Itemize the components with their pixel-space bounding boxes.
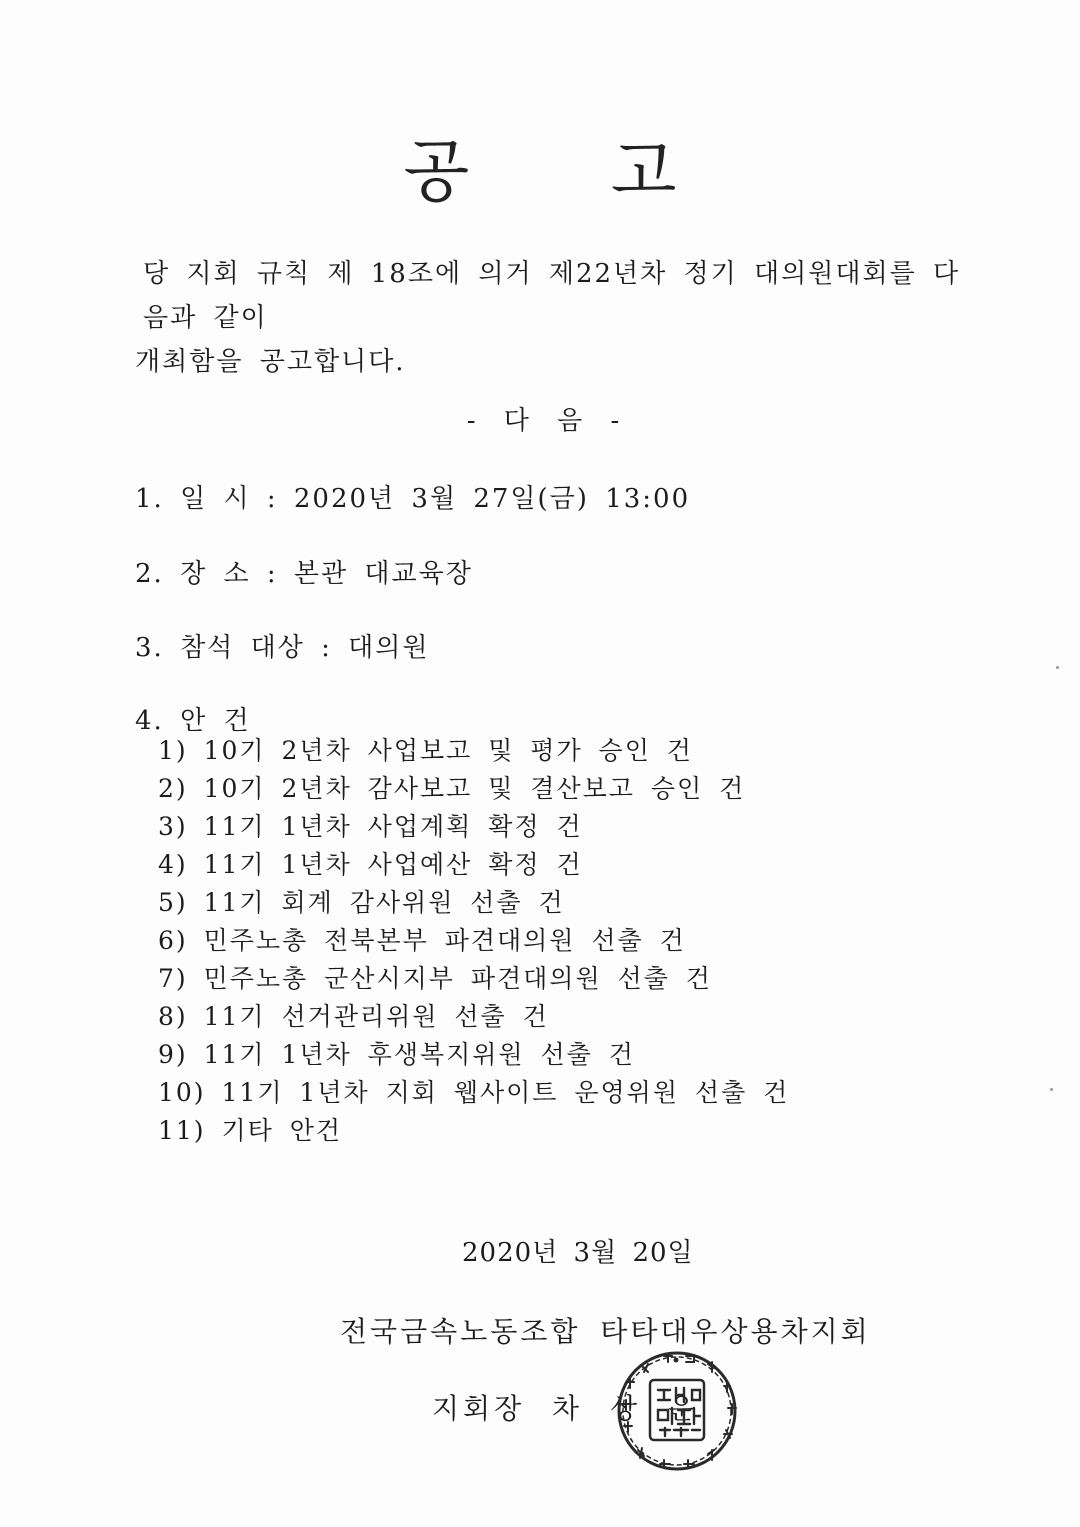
notice-intro	[135, 252, 975, 384]
agenda-item: 9) 11기 1년차 후생복지위원 선출 건	[158, 1040, 635, 1069]
agenda-item: 7) 민주노총 군산시지부 파견대의원 선출 건	[158, 964, 712, 993]
agenda-item: 6) 민주노총 전북본부 파견대의원 선출 건	[158, 926, 686, 955]
agenda-item: 5) 11기 회계 감사위원 선출 건	[158, 888, 565, 917]
item-agenda-heading: 4. 안 건	[135, 706, 251, 736]
intro-line-1: 당 지회 규칙 제 18조에 의거 제22년차 정기 대의원대회를 다음과 같이	[143, 259, 961, 333]
intro-line-2: 개최함을 공고합니다.	[135, 347, 406, 377]
notice-title: 공 고	[403, 133, 737, 212]
agenda-item: 11) 기타 안건	[158, 1116, 343, 1145]
agenda-item: 1) 10기 2년차 사업보고 및 평가 승인 건	[158, 736, 693, 765]
details-subheading: - 다 음 -	[466, 406, 630, 436]
agenda-item: 2) 10기 2년차 감사보고 및 결산보고 승인 건	[158, 774, 746, 803]
agenda-item: 3) 11기 1년차 사업계획 확정 건	[158, 812, 583, 841]
agenda-item: 4) 11기 1년차 사업예산 확정 건	[158, 850, 583, 879]
item-place: 2. 장 소 : 본관 대교육장	[135, 559, 473, 589]
organization-name: 전국금속노동조합 타타대우상용차지회	[340, 1315, 871, 1348]
scan-speck	[1050, 1088, 1053, 1091]
agenda-item: 10) 11기 1년차 지회 웹사이트 운영위원 선출 건	[158, 1078, 790, 1107]
item-datetime: 1. 일 시 : 2020년 3월 27일(금) 13:00	[135, 484, 691, 514]
official-seal-icon	[612, 1346, 742, 1476]
signer-name: 지회장 차 상 운	[432, 1392, 699, 1425]
notice-date: 2020년 3월 20일	[462, 1238, 694, 1268]
item-attendees: 3. 참석 대상 : 대의원	[135, 633, 430, 663]
agenda-item: 8) 11기 선거관리위원 선출 건	[158, 1002, 549, 1031]
agenda-list	[158, 732, 789, 1150]
scan-speck	[1056, 666, 1059, 669]
